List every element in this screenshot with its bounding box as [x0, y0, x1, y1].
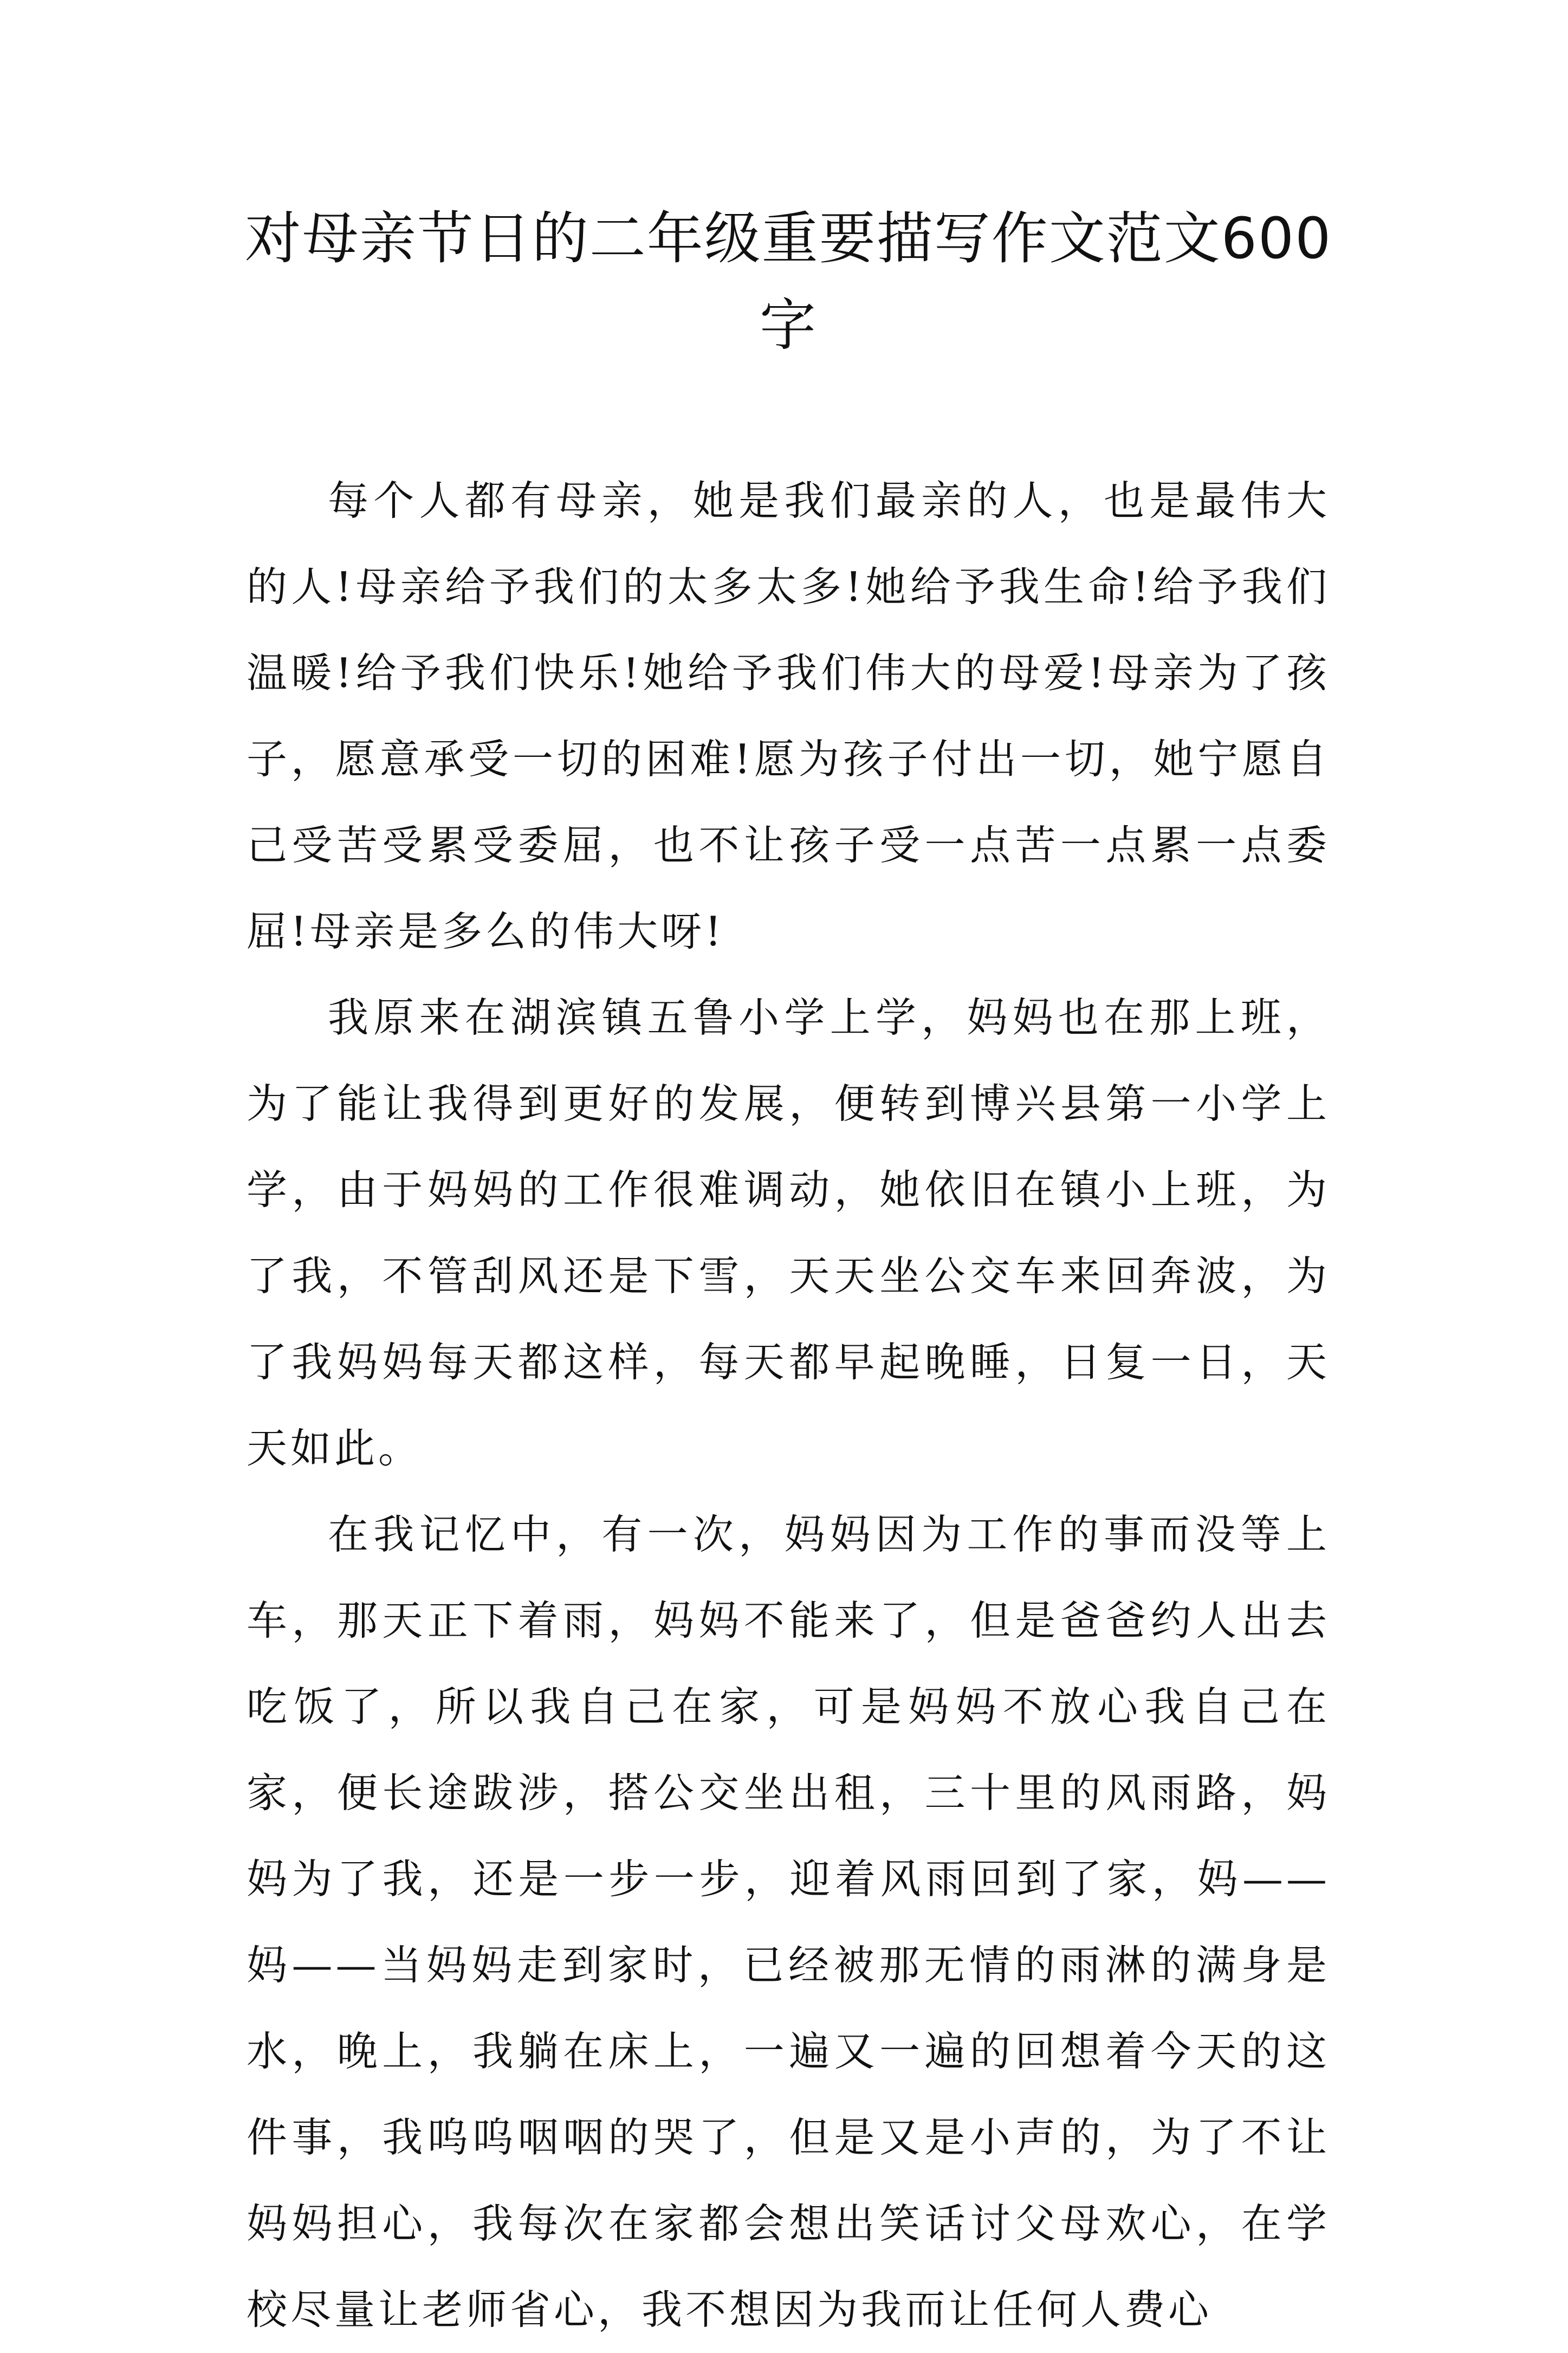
document-body: [247, 458, 1330, 2353]
document-title: 对母亲节日的二年级重要描写作文范文600字: [244, 205, 1332, 358]
paragraph-2: 我原来在湖滨镇五鲁小学上学，妈妈也在那上班，为了能让我得到更好的发展，便转到博兴县第一小学上学，由于妈妈的工作很难调动，她依旧在镇小上班，为了我，不管刮风还是下雪，天天坐公交车来回奔波，为了我妈妈每天都这样，每天都早起晚睡，日复一日，天天如此。: [247, 994, 1330, 1472]
paragraph-3: 在我记忆中，有一次，妈妈因为工作的事而没等上车，那天正下着雨，妈妈不能来了，但是爸爸约人出去吃饭了，所以我自己在家，可是妈妈不放心我自己在家，便长途跋涉，搭公交坐出租，三十里的风雨路，妈妈为了我，还是一步一步，迎着风雨回到了家，妈——妈——当妈妈走到家时，已经被那无情的雨淋的满身是水，晚上，我躺在床上，一遍又一遍的回想着今天的这件事，我呜呜咽咽的哭了，但是又是小声的，为了不让妈妈担心，我每次在家都会想出笑话讨父母欢心，在学校尽量让老师省心，我不想因为我而让任何人费心: [247, 1511, 1330, 2333]
paragraph-1: 每个人都有母亲，她是我们最亲的人，也是最伟大的人!母亲给予我们的太多太多!她给予我生命!给予我们温暖!给予我们快乐!她给予我们伟大的母爱!母亲为了孩子，愿意承受一切的困难!愿为孩子付出一切，她宁愿自己受苦受累受委屈，也不让孩子受一点苦一点累一点委屈!母亲是多么的伟大呀!: [247, 477, 1330, 955]
